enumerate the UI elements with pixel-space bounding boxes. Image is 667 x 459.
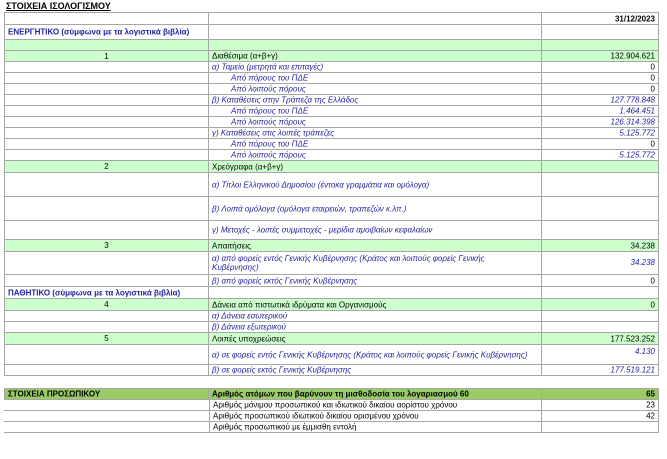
assets-heading: ΕΝΕΡΓΗΤΙΚΟ (σύμφωνα με τα λογιστικά βιβλία) [8,27,190,37]
detail-label: Από λοιπούς πόρους [231,117,306,127]
detail-row [4,221,659,240]
detail-label: Από λοιπούς πόρους [231,150,306,160]
group-number: 5 [104,334,109,343]
group-label: Δάνεια από πιστωτικά ιδρύματα και Οργανισμούς [212,300,387,309]
detail-row [4,173,659,197]
detail-value: 0 [650,139,655,149]
page-title: ΣΤΟΙΧΕΙΑ ΙΣΟΛΟΓΙΣΜΟΥ [6,1,111,11]
detail-row [4,95,659,106]
group-value: 34.238 [630,241,655,250]
detail-value: 1.464.451 [619,106,655,116]
detail-row [4,128,659,139]
detail-row [4,84,659,95]
detail-label: α) Δάνεια εσωτερικού [212,311,288,321]
detail-label: γ) Καταθέσεις στις λοιπές τράπεζες [212,128,335,138]
detail-row [4,106,659,117]
detail-label: β) Λοιπά ομόλογα (ομόλογα εταιρειών, τραπεζών κ.λπ.) [212,204,407,213]
group-label: Χρεόγραφα (α+β+γ) [212,162,284,171]
detail-row [4,197,659,221]
detail-label: α) Ταμείο (μετρητά και επιταγές) [212,62,324,72]
detail-value: 4.130 [634,347,655,356]
detail-row [4,150,659,161]
group-row [4,240,659,252]
group-row [4,161,659,173]
detail-row [4,311,659,322]
detail-value: 177.519.121 [610,365,655,375]
detail-row [4,73,659,84]
liabilities-heading: ΠΑΘΗΤΙΚΟ (σύμφωνα με τα λογιστικά βιβλία) [8,288,181,297]
detail-label: α) από φορείς εντός Γενικής Κυβέρνησης (Κράτος και λοιπούς φορείς Γενικής Κυβέρνησης) [212,254,485,272]
group-number: 1 [104,51,109,61]
detail-label: Από πόρους του ΠΔΕ [231,73,309,83]
group-label: Λοιπές υποχρεώσεις [212,334,286,343]
staff-row [4,411,659,422]
detail-value: 34.238 [630,258,655,267]
detail-value: 126.314.398 [610,117,655,127]
group-number: 3 [104,241,109,250]
detail-value: 0 [650,84,655,94]
group-value: 177.523.252 [610,334,655,343]
assets-heading-row [4,25,659,40]
detail-value: 5.125.772 [619,150,655,160]
group-label: Απαιτήσεις [212,241,251,250]
detail-row [4,365,659,376]
detail-label: Από πόρους του ΠΔΕ [231,106,309,116]
staff-row-label: Αριθμός προσωπικού ιδιωτικού δικαίου ορισμένου χρόνου [213,411,419,421]
detail-value: 0 [650,73,655,83]
balance-date: 31/12/2023 [614,14,655,23]
detail-row [4,139,659,150]
staff-count-label: Αριθμός ατόμων που βαρύνουν τη μισθοδοσία του λογαριασμού 60 [212,389,469,399]
staff-row [4,422,659,433]
detail-row [4,252,659,275]
detail-row [4,117,659,128]
staff-row-value: 42 [646,411,655,421]
staff-row [4,400,659,411]
detail-label: α) Τίτλοι Ελληνικού Δημοσίου (έντοκα γραμμάτια και ομόλογα) [212,180,430,189]
group-label: Διαθέσιμα (α+β+γ) [212,51,278,61]
header-row [4,12,659,25]
staff-heading: ΣΤΟΙΧΕΙΑ ΠΡΟΣΩΠΙΚΟΥ [8,389,101,399]
group-row [4,51,659,62]
staff-row-value: 23 [646,400,655,410]
detail-label: γ) Μετοχές - λοιπές συμμετοχές - μερίδια αμοιβαίων κεφαλαίων [212,225,433,235]
detail-value: 5.125.772 [619,128,655,138]
detail-label: α) σε φορείς εντός Γενικής Κυβέρνησης (Κράτος και λοιπούς φορείς Γενικής Κυβέρνησης) [212,350,528,359]
detail-label: β) Δάνεια εξωτερικού [212,322,286,332]
group-row [4,333,659,345]
group-row [4,299,659,311]
detail-label: Από λοιπούς πόρους [231,84,306,94]
detail-value: 0 [650,62,655,72]
detail-row [4,275,659,287]
detail-label: Από πόρους του ΠΔΕ [231,139,309,149]
staff-row-label: Αριθμός μόνιμου προσωπικού και ιδιωτικού δικαίου αορίστου χρόνου [213,400,458,410]
group-value: 0 [650,300,655,309]
staff-heading-row [4,388,659,400]
detail-label: β) Καταθέσεις στην Τράπεζα της Ελλάδος [212,95,359,105]
detail-label: β) σε φορείς εκτός Γενικής Κυβέρνησης [212,365,352,375]
detail-value: 0 [650,276,655,285]
group-number: 4 [104,300,109,309]
detail-row [4,322,659,333]
detail-row [4,62,659,73]
liabilities-heading-row [4,287,659,299]
staff-count-value: 65 [646,389,655,399]
group-number: 2 [104,162,109,171]
detail-label: β) από φορείς εκτός Γενικής Κυβέρνησης [212,276,358,285]
group-value: 132.904.621 [610,51,655,61]
detail-row [4,345,659,365]
section-row-header [4,40,659,51]
detail-value: 127.778.848 [610,95,655,105]
staff-row-label: Αριθμός προσωπικού με έμμισθη εντολή [213,422,357,432]
